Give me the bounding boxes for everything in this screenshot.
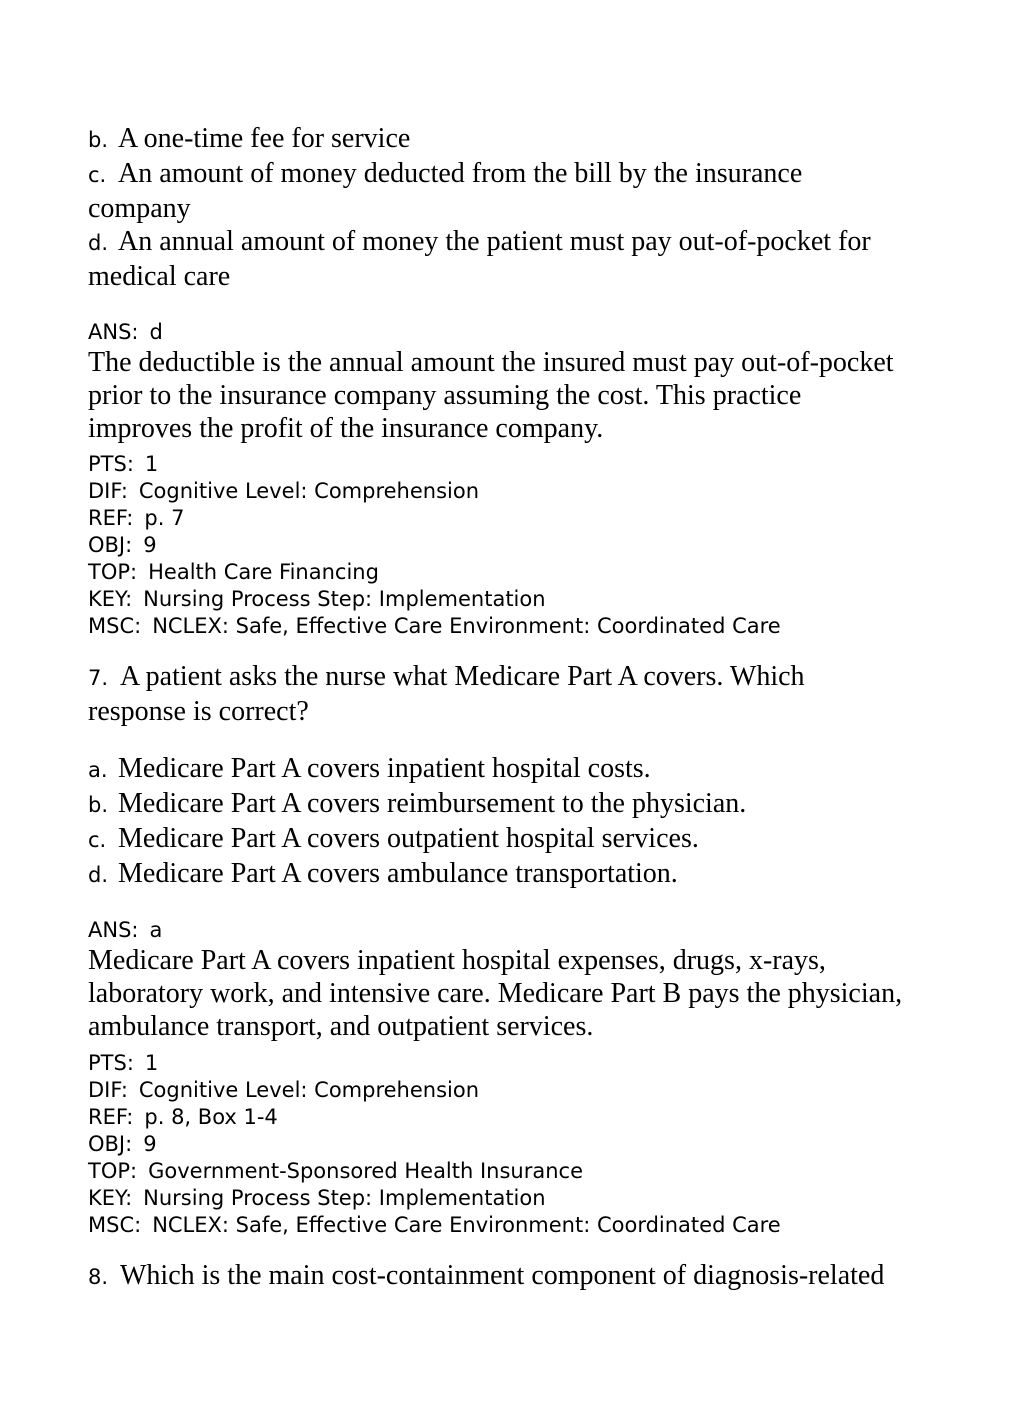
option-text: An annual amount of money the patient must pay out-of-pocket for	[118, 226, 871, 257]
question-stem-text: Which is the main cost-containment component of diagnosis-related	[120, 1260, 885, 1291]
option-text: A one-time fee for service	[118, 123, 411, 154]
option-letter: c.	[88, 828, 107, 852]
meta-label: DIF:	[88, 479, 128, 503]
answer-label: ANS:	[88, 320, 139, 344]
answer-line	[88, 917, 988, 944]
answer-line	[88, 319, 988, 346]
meta-line-ref	[88, 505, 988, 532]
meta-value: Government-Sponsored Health Insurance	[148, 1159, 584, 1183]
option-text: Medicare Part A covers outpatient hospital services.	[118, 823, 699, 854]
meta-value: 1	[144, 1051, 159, 1075]
meta-value: Nursing Process Step: Implementation	[143, 587, 546, 611]
option-letter: d.	[88, 231, 109, 255]
page-content	[88, 122, 988, 1294]
option-text: Medicare Part A covers inpatient hospital costs.	[118, 753, 651, 784]
option-line-b	[88, 122, 988, 157]
meta-label: OBJ:	[88, 1132, 133, 1156]
option-letter: b.	[88, 128, 109, 152]
option-letter: d.	[88, 863, 109, 887]
question-stem-text: A patient asks the nurse what Medicare Part A covers. Which	[120, 661, 805, 692]
question-stem-line	[88, 660, 988, 695]
question-number: 8.	[88, 1265, 109, 1289]
rationale-line: laboratory work, and intensive care. Medicare Part B pays the physician,	[88, 978, 903, 1009]
meta-line-pts	[88, 451, 988, 478]
question7-metadata	[88, 1050, 988, 1239]
meta-value: Nursing Process Step: Implementation	[143, 1186, 546, 1210]
answer-value: d	[149, 320, 163, 344]
meta-line-key	[88, 586, 988, 613]
answer-label: ANS:	[88, 918, 139, 942]
question-stem-continuation: response is correct?	[88, 696, 309, 727]
meta-line-key	[88, 1185, 988, 1212]
meta-value: NCLEX: Safe, Effective Care Environment: Coordinated Care	[152, 614, 781, 638]
meta-label: REF:	[88, 1105, 134, 1129]
meta-label: DIF:	[88, 1078, 128, 1102]
meta-value: Cognitive Level: Comprehension	[138, 479, 480, 503]
meta-label: MSC:	[88, 1213, 142, 1237]
option-text: Medicare Part A covers ambulance transportation.	[118, 858, 678, 889]
meta-line-pts	[88, 1050, 988, 1077]
rationale-line: improves the profit of the insurance company.	[88, 413, 604, 444]
option-letter: a.	[88, 758, 108, 782]
question7-options	[88, 752, 988, 892]
option-line-a	[88, 752, 988, 787]
meta-label: KEY:	[88, 1186, 133, 1210]
option-line-d	[88, 857, 988, 892]
meta-line-obj	[88, 1131, 988, 1158]
meta-line-msc	[88, 1212, 988, 1239]
answer-value: a	[149, 918, 163, 942]
option-line-c	[88, 157, 988, 192]
meta-value: Health Care Financing	[148, 560, 379, 584]
rationale	[88, 944, 988, 1043]
meta-label: REF:	[88, 506, 134, 530]
meta-line-dif	[88, 1077, 988, 1104]
meta-value: p. 7	[144, 506, 185, 530]
question6-options	[88, 122, 988, 293]
meta-line-ref	[88, 1104, 988, 1131]
question-number: 7.	[88, 666, 109, 690]
meta-label: MSC:	[88, 614, 142, 638]
meta-value: 9	[143, 533, 157, 557]
rationale-line: prior to the insurance company assuming the cost. This practice	[88, 380, 802, 411]
option-text: Medicare Part A covers reimbursement to the physician.	[118, 788, 747, 819]
meta-value: 9	[143, 1132, 157, 1156]
meta-label: KEY:	[88, 587, 133, 611]
meta-label: TOP:	[88, 1159, 138, 1183]
meta-value: NCLEX: Safe, Effective Care Environment: Coordinated Care	[152, 1213, 781, 1237]
meta-line-top	[88, 559, 988, 586]
question7-stem	[88, 660, 988, 728]
option-line-c-continuation: company	[88, 193, 191, 224]
option-letter: b.	[88, 793, 109, 817]
rationale-line: Medicare Part A covers inpatient hospital expenses, drugs, x-rays,	[88, 945, 826, 976]
meta-value: 1	[144, 452, 159, 476]
meta-line-obj	[88, 532, 988, 559]
option-line-c	[88, 822, 988, 857]
meta-line-msc	[88, 613, 988, 640]
meta-label: OBJ:	[88, 533, 133, 557]
question-stem-line	[88, 1259, 988, 1294]
rationale-line: ambulance transport, and outpatient services.	[88, 1011, 594, 1042]
question6-metadata	[88, 451, 988, 640]
option-line-d-continuation: medical care	[88, 261, 231, 292]
option-line-b	[88, 787, 988, 822]
meta-value: p. 8, Box 1-4	[144, 1105, 278, 1129]
question6-answer-block	[88, 319, 988, 640]
option-letter: c.	[88, 163, 107, 187]
meta-label: PTS:	[88, 1051, 134, 1075]
rationale	[88, 346, 988, 445]
question7	[88, 660, 988, 1239]
option-text: An amount of money deducted from the bill by the insurance	[118, 158, 803, 189]
rationale-line: The deductible is the annual amount the insured must pay out-of-pocket	[88, 347, 894, 378]
meta-line-top	[88, 1158, 988, 1185]
meta-line-dif	[88, 478, 988, 505]
meta-value: Cognitive Level: Comprehension	[138, 1078, 480, 1102]
question8	[88, 1259, 988, 1294]
meta-label: TOP:	[88, 560, 138, 584]
option-line-d	[88, 225, 988, 260]
meta-label: PTS:	[88, 452, 134, 476]
